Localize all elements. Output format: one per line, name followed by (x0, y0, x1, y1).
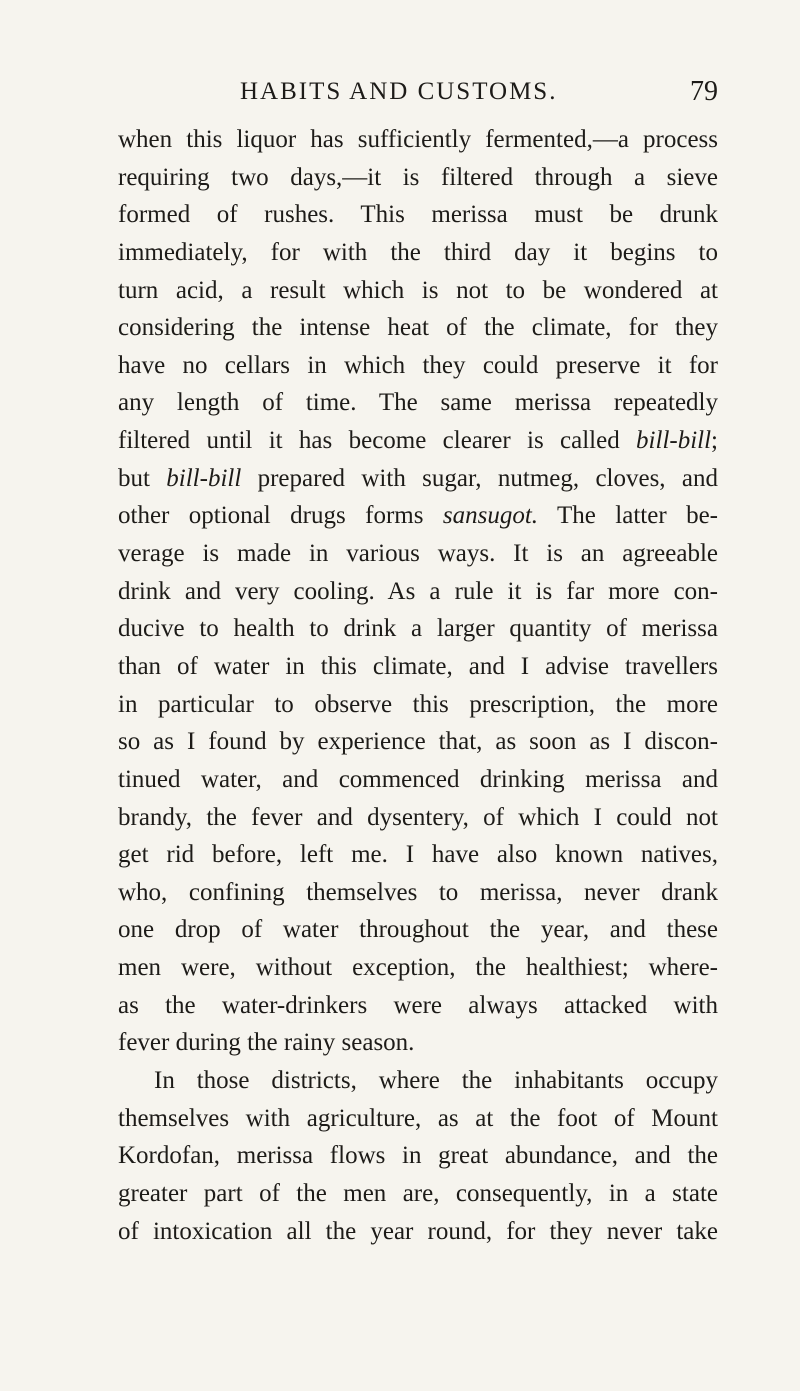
italic-term: bill-bill (636, 427, 712, 455)
text-line: than of water in this climate, and I advise travellers (118, 652, 718, 680)
text-line: in particular to observe this prescription, the more (118, 690, 718, 718)
text-line (118, 497, 718, 535)
text-line: ducive to health to drink a larger quantity of merissa (118, 615, 718, 643)
text-line: verage is made in various ways. It is an agreeable (118, 540, 718, 568)
text-line: one drop of water throughout the year, and these (118, 916, 718, 944)
text-line: so as I found by experience that, as soon as I discon- (118, 728, 718, 756)
text-line: In those districts, where the inhabitants occupy (154, 1067, 718, 1095)
text-line: brandy, the fever and dysentery, of which I could not (118, 803, 718, 831)
text-line (118, 460, 718, 498)
text-line: when this liquor has sufficiently fermented,—a process (118, 126, 718, 153)
text-segment: ; (711, 427, 718, 455)
text-segment: prepared with sugar, nutmeg, cloves, and (241, 464, 718, 492)
running-header (118, 72, 718, 112)
text-line: drink and very cooling. As a rule it is far more con- (118, 577, 718, 605)
running-title: HABITS AND CUSTOMS. (240, 78, 558, 105)
page-number: 79 (690, 76, 718, 107)
text-line: Kordofan, merissa flows in great abundance, and the (118, 1142, 718, 1170)
body-text (118, 121, 718, 1250)
text-line: of intoxication all the year round, for they never take (118, 1217, 718, 1245)
text-line: turn acid, a result which is not to be wondered at (118, 276, 718, 304)
text-line: men were, without exception, the healthiest; where- (118, 954, 718, 982)
text-line: who, confining themselves to merissa, never drank (118, 878, 718, 906)
text-segment: The latter be- (538, 502, 718, 530)
text-line: have no cellars in which they could preserve it for (118, 351, 718, 379)
text-line: immediately, for with the third day it begins to (118, 238, 718, 266)
text-segment: other optional drugs forms (118, 502, 443, 530)
text-segment: but (118, 464, 167, 492)
text-line (118, 422, 718, 460)
text-line: considering the intense heat of the climate, for they (118, 314, 718, 342)
text-line: greater part of the men are, consequently, in a state (118, 1179, 718, 1207)
text-line: themselves with agriculture, as at the foot of Mount (118, 1104, 718, 1132)
italic-term: bill-bill (166, 464, 242, 492)
italic-term: sansugot. (442, 502, 539, 530)
text-line: as the water-drinkers were always attacked with (118, 991, 718, 1019)
text-line: fever during the rainy season. (118, 1029, 415, 1057)
text-segment: filtered until it has become clearer is called (118, 427, 637, 455)
text-line: any length of time. The same merissa repeatedly (118, 389, 718, 417)
text-line: requiring two days,—it is filtered through a sieve (118, 163, 718, 191)
text-line: formed of rushes. This merissa must be drunk (118, 201, 718, 229)
text-line: get rid before, left me. I have also known natives, (118, 841, 718, 869)
text-line: tinued water, and commenced drinking merissa and (118, 765, 718, 793)
